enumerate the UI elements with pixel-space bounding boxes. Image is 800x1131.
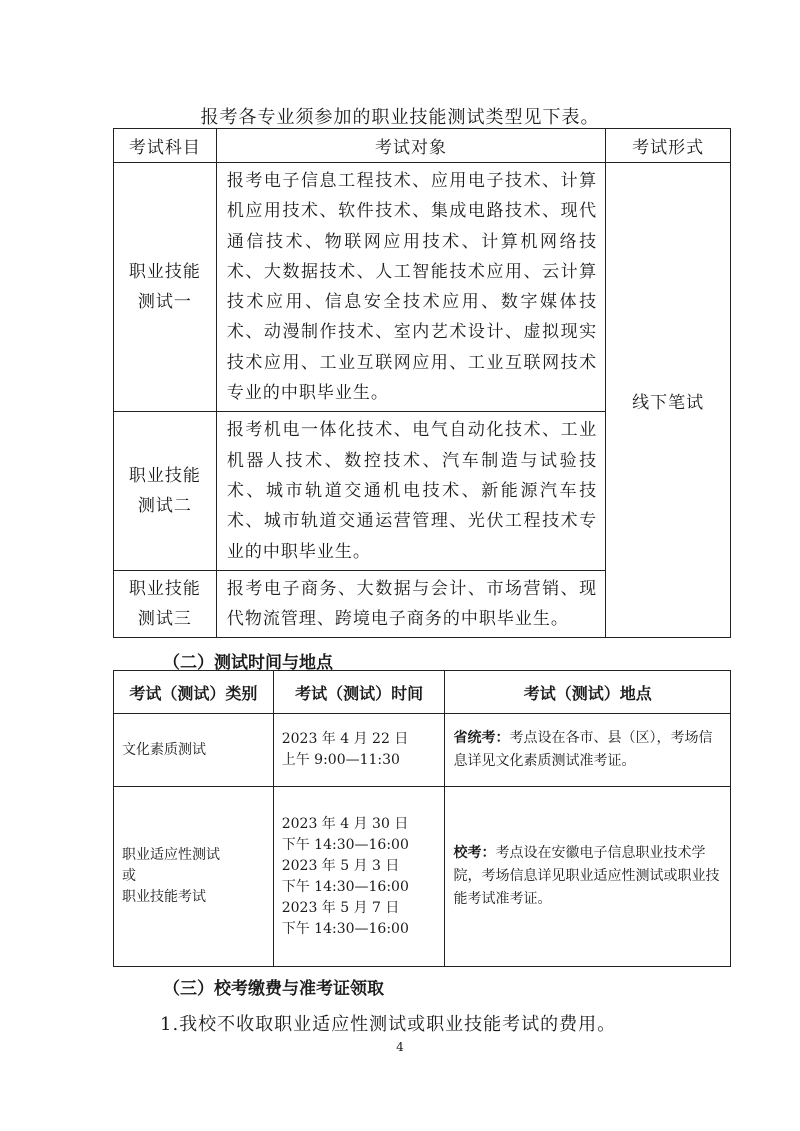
subject-line: 测试一 <box>137 292 192 313</box>
time-line: 下午 14:30—16:00 <box>281 920 409 937</box>
header-category: 考试（测试）类别 <box>114 671 274 714</box>
section-heading-3: （三）校考缴费与准考证领取 <box>163 979 384 999</box>
header-time: 考试（测试）时间 <box>273 671 445 714</box>
location-text: 考点设在各市、县（区），考场信息详见文化素质测试准考证。 <box>453 730 713 769</box>
table-header-row <box>114 129 731 163</box>
time-line: 2023 年 4 月 22 日 <box>281 731 409 747</box>
section-heading-2: （二）测试时间与地点 <box>163 653 333 673</box>
page-number: 4 <box>396 1040 404 1054</box>
subject-line: 职业技能 <box>128 579 201 600</box>
table-row <box>114 163 731 412</box>
time-cell <box>273 714 445 787</box>
time-line: 2023 年 5 月 3 日 <box>281 857 400 874</box>
time-line: 2023 年 5 月 7 日 <box>281 899 400 916</box>
target-cell: 报考机电一体化技术、电气自动化技术、工业机器人技术、数控技术、汽车制造与试验技术、城市轨道交通机电技术、新能源汽车技术、城市轨道交通运营管理、光伏工程技术专业的中职毕业生。 <box>216 412 605 570</box>
subject-cell <box>114 412 217 570</box>
header-target: 考试对象 <box>216 129 605 163</box>
subject-cell <box>114 163 217 412</box>
category-line: 职业技能考试 <box>122 889 206 905</box>
category-line: 职业适应性测试 <box>122 847 220 863</box>
category-cell: 文化素质测试 <box>114 714 274 787</box>
table-row <box>114 714 731 787</box>
category-cell <box>114 787 274 967</box>
location-cell <box>445 714 731 787</box>
form-cell: 线下笔试 <box>606 163 731 638</box>
header-form: 考试形式 <box>606 129 731 163</box>
subject-line: 测试二 <box>137 496 192 517</box>
schedule-table <box>113 670 731 967</box>
target-cell: 报考电子商务、大数据与会计、市场营销、现代物流管理、跨境电子商务的中职毕业生。 <box>216 570 605 638</box>
time-line: 上午 9:00—11:30 <box>281 752 400 768</box>
subject-line: 职业技能 <box>128 262 201 283</box>
test-type-table <box>113 128 731 638</box>
header-location: 考试（测试）地点 <box>445 671 731 714</box>
subject-line: 测试三 <box>137 609 192 630</box>
paragraph-fee: 1.我校不收取职业适应性测试或职业技能考试的费用。 <box>160 1014 617 1035</box>
location-label: 校考： <box>453 845 496 861</box>
category-line: 或 <box>122 868 136 884</box>
table-header-row <box>114 671 731 714</box>
location-cell <box>445 787 731 967</box>
time-line: 2023 年 4 月 30 日 <box>281 815 409 832</box>
location-label: 省统考： <box>453 730 510 746</box>
intro-text: 报考各专业须参加的职业技能测试类型见下表。 <box>200 107 600 128</box>
location-text: 考点设在安徽电子信息职业技术学院，考场信息详见职业适应性测试或职业技能考试准考证。 <box>453 845 720 907</box>
subject-line: 职业技能 <box>128 466 201 487</box>
table-row <box>114 787 731 967</box>
target-cell: 报考电子信息工程技术、应用电子技术、计算机应用技术、软件技术、集成电路技术、现代通信技术、物联网应用技术、计算机网络技术、大数据技术、人工智能技术应用、云计算技术应用、信息安全技术应用、数字媒体技术、动漫制作技术、室内艺术设计、虚拟现实技术应用、工业互联网应用、工业互联网技术专业的中职毕业生。 <box>216 163 605 412</box>
time-line: 下午 14:30—16:00 <box>281 836 409 853</box>
time-cell <box>273 787 445 967</box>
time-line: 下午 14:30—16:00 <box>281 878 409 895</box>
header-subject: 考试科目 <box>114 129 217 163</box>
subject-cell <box>114 570 217 638</box>
